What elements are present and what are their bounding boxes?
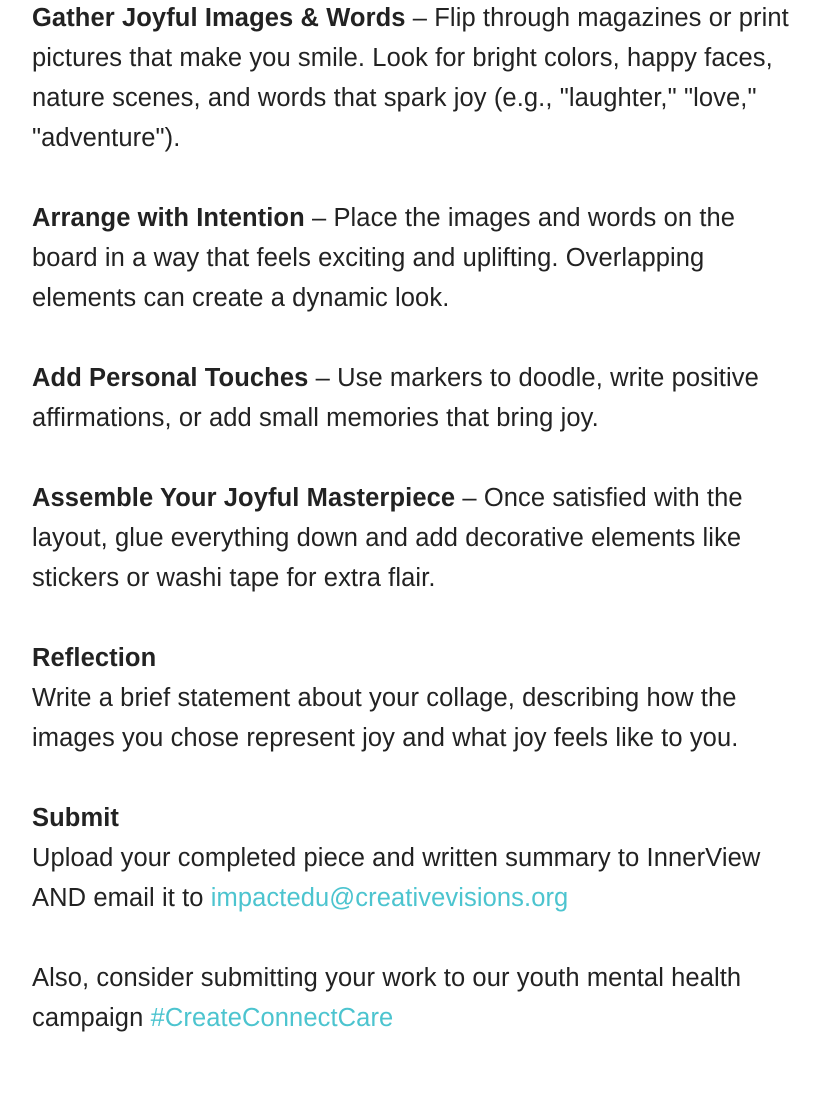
submit-section: [32, 798, 802, 918]
step-gather-text: Flip through magazines or print pictures that make you smile. Look for bright colors, happy faces, nature scenes, and words that spark joy (e.g., "laughter," "love," "adventure").: [32, 4, 789, 152]
step-assemble-text: Once satisfied with the layout, glue everything down and add decorative elements like stickers or washi tape for extra flair.: [32, 484, 743, 592]
step-assemble-separator: –: [455, 484, 484, 512]
step-personal-touches-text: Use markers to doodle, write positive affirmations, or add small memories that bring joy.: [32, 364, 759, 432]
step-gather-title: Gather Joyful Images & Words: [32, 4, 406, 32]
step-personal-touches-title: Add Personal Touches: [32, 364, 309, 392]
submit-text: Upload your completed piece and written summary to InnerView AND email it to: [32, 844, 761, 912]
step-arrange-text: Place the images and words on the board in a way that feels exciting and uplifting. Overlapping elements can create a dynamic look.: [32, 204, 736, 312]
submit-email-link[interactable]: impactedu@creativevisions.org: [210, 884, 569, 912]
step-arrange: [32, 198, 802, 318]
step-assemble: [32, 478, 802, 598]
step-assemble-title: Assemble Your Joyful Masterpiece: [32, 484, 456, 512]
document-body: [32, 0, 802, 1038]
step-arrange-separator: –: [304, 204, 334, 232]
campaign-hashtag-link[interactable]: #CreateConnectCare: [150, 1004, 394, 1032]
step-personal-touches: [32, 358, 802, 438]
step-gather: [32, 0, 802, 158]
reflection-heading: Reflection: [32, 644, 157, 672]
step-personal-touches-separator: –: [308, 364, 338, 392]
step-gather-separator: –: [405, 4, 435, 32]
campaign-text: Also, consider submitting your work to our youth mental health campaign: [32, 964, 742, 1032]
submit-heading: Submit: [32, 804, 120, 832]
campaign-section: [32, 958, 802, 1038]
step-arrange-title: Arrange with Intention: [32, 204, 305, 232]
reflection-text: Write a brief statement about your collage, describing how the images you chose represent joy and what joy feels like to you.: [32, 684, 739, 752]
reflection-section: [32, 638, 802, 758]
